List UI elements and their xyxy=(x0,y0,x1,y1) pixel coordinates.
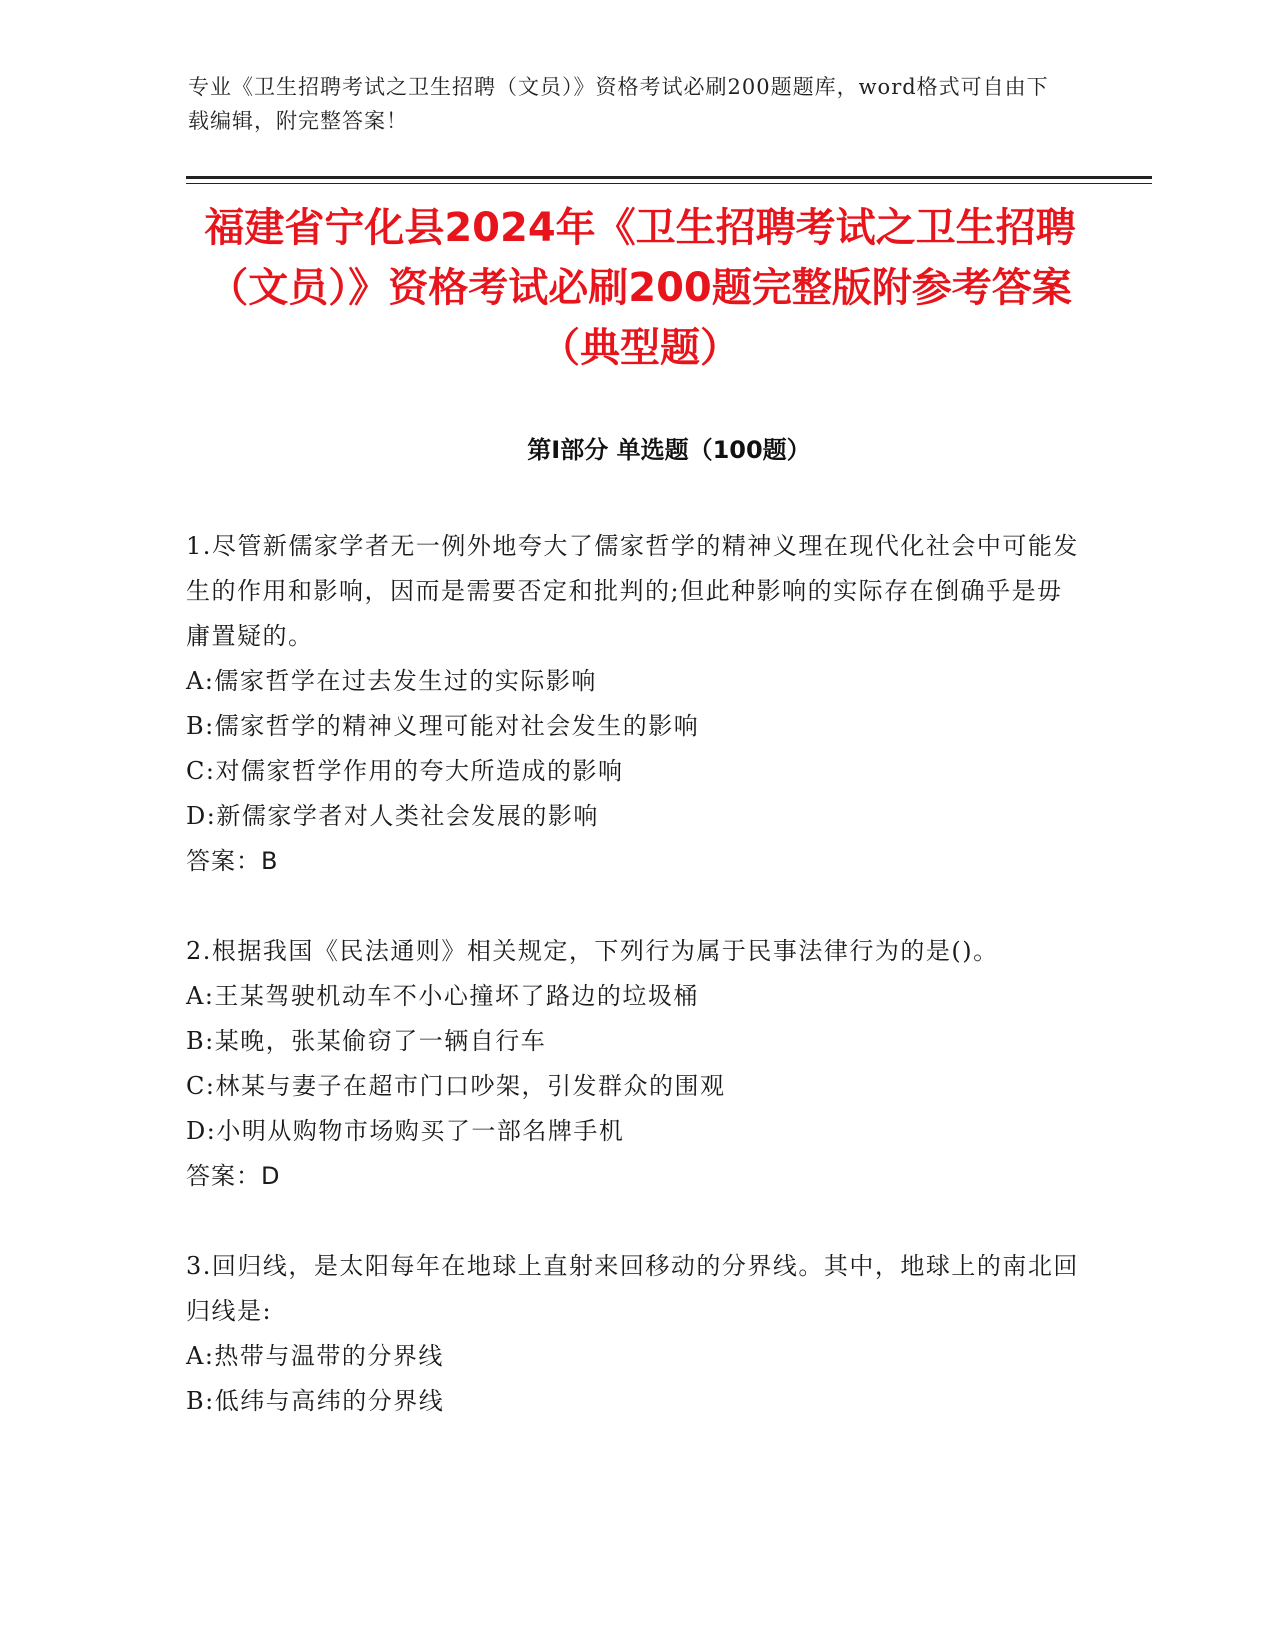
question-stem: 2.根据我国《民法通则》相关规定，下列行为属于民事法律行为的是()。 xyxy=(186,937,999,965)
option-a: A:儒家哲学在过去发生过的实际影响 xyxy=(186,667,597,695)
question-2 xyxy=(186,929,1086,1199)
document-title: 福建省宁化县2024年《卫生招聘考试之卫生招聘（文员）》资格考试必刷200题完整版附参考答案（典型题） xyxy=(204,205,1076,371)
question-stem: 3.回归线，是太阳每年在地球上直射来回移动的分界线。其中，地球上的南北回归线是: xyxy=(186,1252,1079,1325)
option-d: D:小明从购物市场购买了一部名牌手机 xyxy=(186,1117,625,1145)
option-b: B:某晚，张某偷窃了一辆自行车 xyxy=(186,1027,547,1055)
question-list xyxy=(186,524,1086,1469)
option-a: A:王某驾驶机动车不小心撞坏了路边的垃圾桶 xyxy=(186,982,699,1010)
header-note: 专业《卫生招聘考试之卫生招聘（文员）》资格考试必刷200题题库，word格式可自由下载编辑，附完整答案！ xyxy=(188,75,1049,133)
question-1 xyxy=(186,524,1086,884)
option-d: D:新儒家学者对人类社会发展的影响 xyxy=(186,802,599,830)
option-c: C:对儒家哲学作用的夸大所造成的影响 xyxy=(186,757,624,785)
question-stem: 1.尽管新儒家学者无一例外地夸大了儒家哲学的精神义理在现代化社会中可能发生的作用和影响，因而是需要否定和批判的;但此种影响的实际存在倒确乎是毋庸置疑的。 xyxy=(186,532,1079,650)
question-3 xyxy=(186,1244,1086,1424)
header-divider-thin xyxy=(186,183,1152,184)
section-title: 第Ⅰ部分 单选题（100题） xyxy=(527,436,811,464)
option-a: A:热带与温带的分界线 xyxy=(186,1342,444,1370)
option-b: B:儒家哲学的精神义理可能对社会发生的影响 xyxy=(186,712,700,740)
answer: 答案：D xyxy=(186,1162,281,1190)
option-c: C:林某与妻子在超市门口吵架，引发群众的围观 xyxy=(186,1072,726,1100)
header-divider-thick xyxy=(186,176,1152,179)
answer: 答案：B xyxy=(186,847,279,875)
option-b: B:低纬与高纬的分界线 xyxy=(186,1387,445,1415)
